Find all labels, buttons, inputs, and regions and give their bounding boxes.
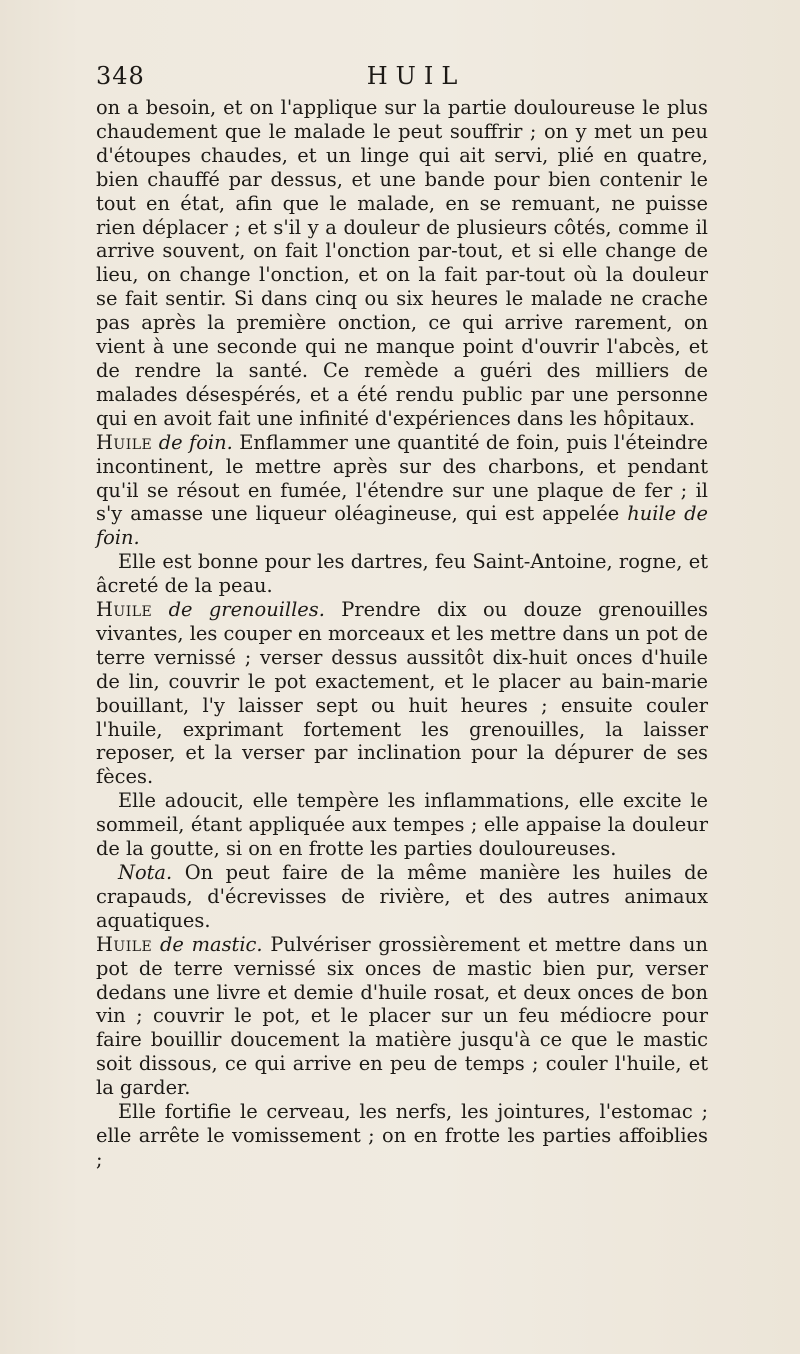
nota-lead: Nota. [118, 861, 173, 884]
entry-lead: Huile [96, 932, 153, 956]
entry-huile-de-mastic [96, 933, 708, 1100]
entry-text: Enflammer une quantité de foin, puis l'éteindre incontinent, le mettre après sur des charbons, et pendant qu'il se résout en fumée, l'étendre sur une plaque de fer ; il s'y amasse une liqueur oléagineuse, qui est appelée [96, 430, 708, 526]
body-text [96, 96, 708, 1172]
paragraph-usage [96, 789, 708, 861]
paragraph-text: on a besoin, et on l'applique sur la partie douloureuse le plus chaudement que le malade le peut souffrir ; on y met un peu d'étoupes chaudes, et un linge qui ait servi, plié en quatre, bien chauffé par dessus, et une bande pour bien contenir le tout en état, afin que le malade, en se remuant, ne puisse rien déplacer ; et s'il y a douleur de plusieurs côtés, comme il arrive souvent, on fait l'onction par-tout, et si elle change de lieu, on change l'onction, et on la fait par-tout où la douleur se fait sentir. Si dans cinq ou six heures le malade ne crache pas après la première onction, ce qui arrive rarement, on vient à une seconde qui ne manque point d'ouvrir l'abcès, et de rendre la santé. Ce remède a guéri des milliers de malades désespérés, et a été rendu public par une personne qui en avoit fait une infinité d'expériences dans les hôpitaux. [96, 96, 708, 430]
running-head: HUIL [366, 62, 466, 90]
paragraph-usage [96, 550, 708, 598]
entry-huile-de-foin [96, 431, 708, 551]
entry-term: huile de foin. [96, 502, 708, 550]
entry-lead: Huile [96, 598, 153, 622]
entry-title: de foin. [158, 430, 233, 454]
entry-title: de grenouilles. [168, 598, 325, 622]
entry-lead: Huile [96, 430, 153, 454]
entry-title: de mastic. [160, 932, 263, 956]
entry-text: Prendre dix ou douze grenouilles vivantes, les couper en morceaux et les mettre dans un pot de terre vernissé ; verser dessus aussitôt dix-huit onces d'huile de lin, couvrir le pot exactement, et le placer au bain-marie bouillant, l'y laisser sept ou huit heures ; ensuite couler l'huile, exprimant fortement les grenouilles, la laisser reposer, et la verser par inclination pour la dépurer de ses fèces. [96, 598, 709, 789]
entry-text: Pulvériser grossièrement et mettre dans un pot de terre vernissé six onces de mastic bien pur, verser dedans une livre et demie d'huile rosat, et deux onces de bon vin ; couvrir le pot, et le placer sur un feu médiocre pour faire bouillir doucement la matière jusqu'à ce que le mastic soit dissous, ce qui arrive en peu de temps ; couler l'huile, et la garder. [96, 932, 709, 1100]
paragraph-continuation [96, 96, 708, 431]
paragraph-text: Elle fortifie le cerveau, les nerfs, les jointures, l'estomac ; elle arrête le vomissement ; on en frotte les parties affoiblies ; [96, 1100, 708, 1171]
paragraph-usage [96, 1100, 708, 1172]
entry-huile-de-grenouilles [96, 598, 708, 789]
paragraph-text: On peut faire de la même manière les huiles de crapauds, d'écrevisses de rivière, et des autres animaux aquatiques. [96, 861, 709, 932]
paragraph-text: Elle est bonne pour les dartres, feu Saint-Antoine, rogne, et âcreté de la peau. [96, 550, 708, 598]
page-header [96, 62, 736, 96]
paragraph-text: Elle adoucit, elle tempère les inflammations, elle excite le sommeil, étant appliquée aux tempes ; elle appaise la douleur de la goutte, si on en frotte les parties douloureuses. [96, 789, 708, 861]
paragraph-nota [96, 861, 708, 933]
page-number: 348 [96, 62, 145, 90]
